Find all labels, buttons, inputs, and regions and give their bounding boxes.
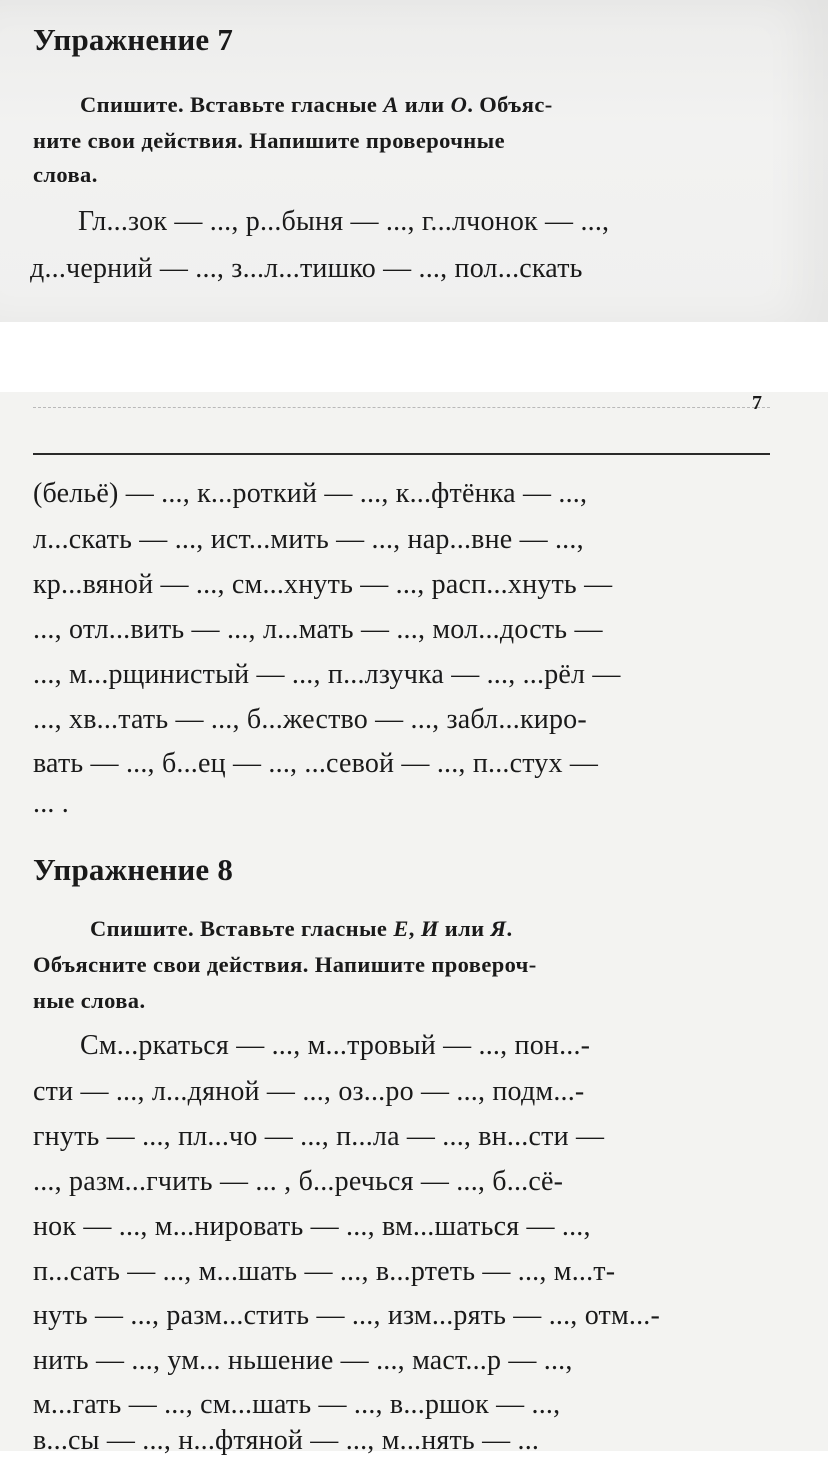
continuation-line: л...скать — ..., ист...мить — ..., нар...вне — ..., bbox=[33, 524, 584, 555]
exercise-8-instruction-line-2: Объясните свои действия. Напишите провероч- bbox=[33, 952, 537, 977]
exercise-7-instruction-line-1 bbox=[80, 88, 553, 121]
letter-i: И bbox=[420, 916, 439, 941]
exercise-8-line: ..., разм...гчить — ... , б...речься — ..., б...сё- bbox=[33, 1166, 564, 1197]
continuation-line: вать — ..., б...ец — ..., ...севой — ..., п...стух — bbox=[33, 748, 599, 779]
letter-a: А bbox=[383, 92, 399, 117]
instruction-text: Спишите. Вставьте гласные bbox=[90, 916, 394, 941]
exercise-8-line: м...гать — ..., см...шать — ..., в...ршок — ..., bbox=[33, 1389, 561, 1420]
exercise-7-instruction-line-2: ните свои действия. Напишите проверочные bbox=[33, 128, 506, 153]
instruction-text: или bbox=[438, 916, 491, 941]
exercise-8-line: гнуть — ..., пл...чо — ..., п...ла — ..., вн...сти — bbox=[33, 1121, 605, 1152]
continuation-line: (бельё) — ..., к...роткий — ..., к...фтёнка — ..., bbox=[33, 478, 588, 509]
instruction-text: Спишите. Вставьте гласные bbox=[80, 92, 384, 117]
exercise-8-heading: Упражнение 8 bbox=[33, 852, 234, 887]
instruction-text: или bbox=[398, 92, 451, 117]
exercise-7-heading: Упражнение 7 bbox=[33, 22, 234, 57]
instruction-text: . Объяс- bbox=[467, 92, 553, 117]
letter-o: О bbox=[450, 92, 468, 117]
exercise-8-line: нок — ..., м...нировать — ..., вм...шаться — ..., bbox=[33, 1211, 591, 1242]
exercise-7-line: д...черний — ..., з...л...тишко — ..., пол...скать bbox=[30, 253, 583, 284]
exercise-7-line: Гл...зок — ..., р...быня — ..., г...лчонок — ..., bbox=[78, 206, 610, 237]
exercise-8-instruction-line-3: ные слова. bbox=[33, 988, 146, 1013]
exercise-8-line: См...ркаться — ..., м...тровый — ..., пон...- bbox=[80, 1030, 591, 1061]
page-rule bbox=[33, 453, 770, 455]
continuation-line: ..., хв...тать — ..., б...жество — ..., забл...киро- bbox=[33, 704, 587, 735]
letter-e: Е bbox=[393, 916, 409, 941]
exercise-8-line: нить — ..., ум... ньшение — ..., маст...р — ..., bbox=[33, 1345, 573, 1376]
continuation-line: ..., отл...вить — ..., л...мать — ..., мол...дость — bbox=[33, 614, 603, 645]
continuation-line: ..., м...рщинистый — ..., п...лзучка — ..., ...рёл — bbox=[33, 659, 621, 690]
letter-ya: Я bbox=[490, 916, 507, 941]
exercise-8-line: нуть — ..., разм...стить — ..., изм...рять — ..., отм...- bbox=[33, 1300, 661, 1331]
instruction-text: , bbox=[408, 916, 421, 941]
page-number: 7 bbox=[752, 392, 762, 414]
exercise-8-line: в...сы — ..., н...фтяной — ..., м...нять — ... bbox=[33, 1425, 540, 1456]
continuation-line: ... . bbox=[33, 788, 69, 819]
instruction-text: . bbox=[506, 916, 513, 941]
continuation-line: кр...вяной — ..., см...хнуть — ..., расп...хнуть — bbox=[33, 569, 613, 600]
exercise-7-instruction-line-3: слова. bbox=[33, 162, 98, 187]
exercise-8-instruction-line-1 bbox=[90, 912, 512, 945]
exercise-8-line: сти — ..., л...дяной — ..., оз...ро — ..., подм...- bbox=[33, 1076, 585, 1107]
page-gap bbox=[0, 322, 828, 392]
exercise-8-line: п...сать — ..., м...шать — ..., в...ртеть — ..., м...т- bbox=[33, 1256, 616, 1287]
faint-rule bbox=[33, 407, 770, 409]
